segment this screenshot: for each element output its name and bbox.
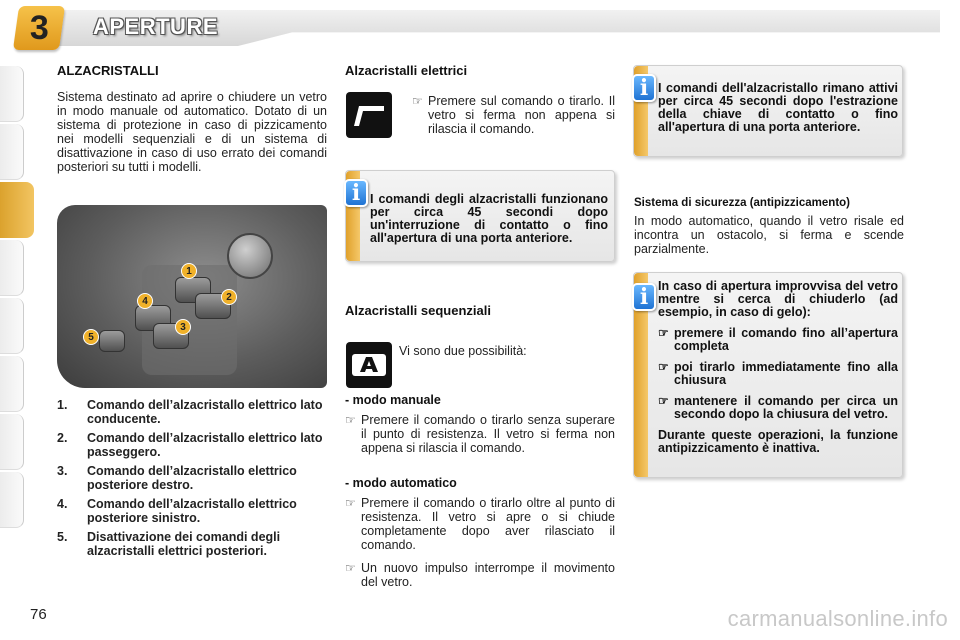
freeze-step-2: poi tirarlo immediatamente fino alla chiusura xyxy=(674,360,898,387)
freeze-step-1: premere il comando fino all’apertura completa xyxy=(674,326,898,353)
legend-item xyxy=(57,497,329,525)
auto-mode-text-2: Un nuovo impulso interrompe il movimento del vetro. xyxy=(361,561,615,589)
manual-mode-heading: - modo manuale xyxy=(345,393,441,407)
sequential-heading: Alzacristalli sequenziali xyxy=(345,303,491,318)
legend-text: Disattivazione dei comandi degli alzacristalli elettrici posteriori. xyxy=(87,530,281,558)
electric-text: Premere sul comando o tirarlo. Il vetro si ferma non appena si rilascia il comando. xyxy=(428,94,615,136)
legend-item xyxy=(57,398,329,426)
hand-pointer-icon: ☞ xyxy=(345,561,356,575)
left-column xyxy=(57,63,327,174)
freeze-info-content xyxy=(658,280,898,455)
info-text: I comandi dell'alzacristallo rimano attivi per circa 45 secondi dopo l'estrazione della chiave di contatto o fino all'apertura di una porta anteriore. xyxy=(658,81,898,134)
auto-window-switch-icon xyxy=(346,342,392,388)
chapter-number: 3 xyxy=(29,8,49,47)
info-icon: i xyxy=(344,179,368,207)
legend-number: 2. xyxy=(57,431,68,445)
photo-label-1: 1 xyxy=(181,263,197,279)
photo-label-2: 2 xyxy=(221,289,237,305)
automatic-window-icon xyxy=(346,342,392,388)
legend-text: Comando dell’alzacristallo elettrico lato passeggero. xyxy=(87,431,323,459)
freeze-info-intro: In caso di apertura improvvisa del vetro mentre si cerca di chiuderlo (ad esempio, in caso di gelo): xyxy=(658,279,898,319)
switch-5 xyxy=(99,330,125,352)
controls-legend xyxy=(57,398,329,563)
hand-pointer-icon: ☞ xyxy=(345,496,356,510)
chapter-tab-8[interactable] xyxy=(0,472,24,528)
legend-number: 3. xyxy=(57,464,68,478)
chapter-tab-3-active[interactable] xyxy=(0,182,34,238)
hand-pointer-icon: ☞ xyxy=(658,360,669,374)
chapter-badge xyxy=(13,6,65,50)
photo-label-5: 5 xyxy=(83,329,99,345)
chapter-tab-5[interactable] xyxy=(0,298,24,354)
info-icon: i xyxy=(632,74,656,102)
photo-label-4: 4 xyxy=(137,293,153,309)
section-heading: ALZACRISTALLI xyxy=(57,63,159,78)
hand-pointer-icon: ☞ xyxy=(658,394,669,408)
info-box-electric xyxy=(345,170,615,262)
legend-item xyxy=(57,530,329,558)
window-controls-photo xyxy=(57,205,327,388)
info-text: I comandi degli alzacristalli funzionano per circa 45 secondi dopo un'interruzione di contatto o fino all'apertura di una porta anteriore. xyxy=(370,192,608,245)
legend-number: 1. xyxy=(57,398,68,412)
legend-text: Comando dell’alzacristallo elettrico posteriore destro. xyxy=(87,464,297,492)
header xyxy=(0,0,960,52)
chapter-tab-6[interactable] xyxy=(0,356,24,412)
info-box-freeze xyxy=(633,272,903,478)
safety-heading: Sistema di sicurezza (antipizzicamento) xyxy=(634,197,851,209)
info-box-key xyxy=(633,65,903,157)
freeze-step-3: mantenere il comando per circa un secondo dopo la chiusura del vetro. xyxy=(674,394,898,421)
hand-pointer-icon: ☞ xyxy=(345,413,356,427)
manual-window-icon xyxy=(346,92,392,138)
safety-section xyxy=(634,197,904,256)
auto-mode-text-1: Premere il comando o tirarlo oltre al punto di resistenza. Il vetro si apre o si chiude completamente dopo aver rilasciato il comando. xyxy=(361,496,615,552)
hand-pointer-icon: ☞ xyxy=(412,94,423,108)
manual-mode-text: Premere il comando o tirarlo senza superare il punto di resistenza. Il vetro si ferma non appena si rilascia il comando. xyxy=(361,413,615,455)
legend-item xyxy=(57,464,329,492)
auto-mode-section xyxy=(345,476,615,589)
auto-mode-heading: - modo automatico xyxy=(345,476,457,490)
chapter-tab-1[interactable] xyxy=(0,66,24,122)
photo-label-3: 3 xyxy=(175,319,191,335)
legend-number: 5. xyxy=(57,530,68,544)
legend-item xyxy=(57,431,329,459)
chapter-tab-4[interactable] xyxy=(0,240,24,296)
hand-pointer-icon: ☞ xyxy=(658,326,669,340)
chapter-title: APERTURE xyxy=(93,14,219,39)
info-icon: i xyxy=(632,283,656,311)
legend-text: Comando dell’alzacristallo elettrico posteriore sinistro. xyxy=(87,497,297,525)
intro-paragraph: Sistema destinato ad aprire o chiudere un vetro in modo manuale od automatico. Dotato di un sistema di protezione in caso di pizzicamento nei modelli sequenziali e di un sistema di disattivazione in caso di uso errato dei comandi posteriori su tutti i modelli. xyxy=(57,90,327,174)
watermark: carmanualsonline.info xyxy=(727,606,948,631)
electric-instruction xyxy=(412,94,615,136)
freeze-info-outro: Durante queste operazioni, la funzione antipizzicamento è inattiva. xyxy=(658,428,898,455)
chapter-tab-7[interactable] xyxy=(0,414,24,470)
manual-mode-section xyxy=(345,393,615,455)
safety-text: In modo automatico, quando il vetro risale ed incontra un ostacolo, si ferma e scende parzialmente. xyxy=(634,214,904,256)
chapter-tab-2[interactable] xyxy=(0,124,24,180)
electric-heading: Alzacristalli elettrici xyxy=(345,63,468,78)
chapter-tabs xyxy=(0,66,34,530)
page-number: 76 xyxy=(30,606,47,623)
possibilities-text: Vi sono due possibilità: xyxy=(399,344,527,358)
legend-number: 4. xyxy=(57,497,68,511)
mirror-knob xyxy=(227,233,273,279)
legend-text: Comando dell’alzacristallo elettrico lato conducente. xyxy=(87,398,323,426)
window-switch-icon xyxy=(346,92,392,138)
